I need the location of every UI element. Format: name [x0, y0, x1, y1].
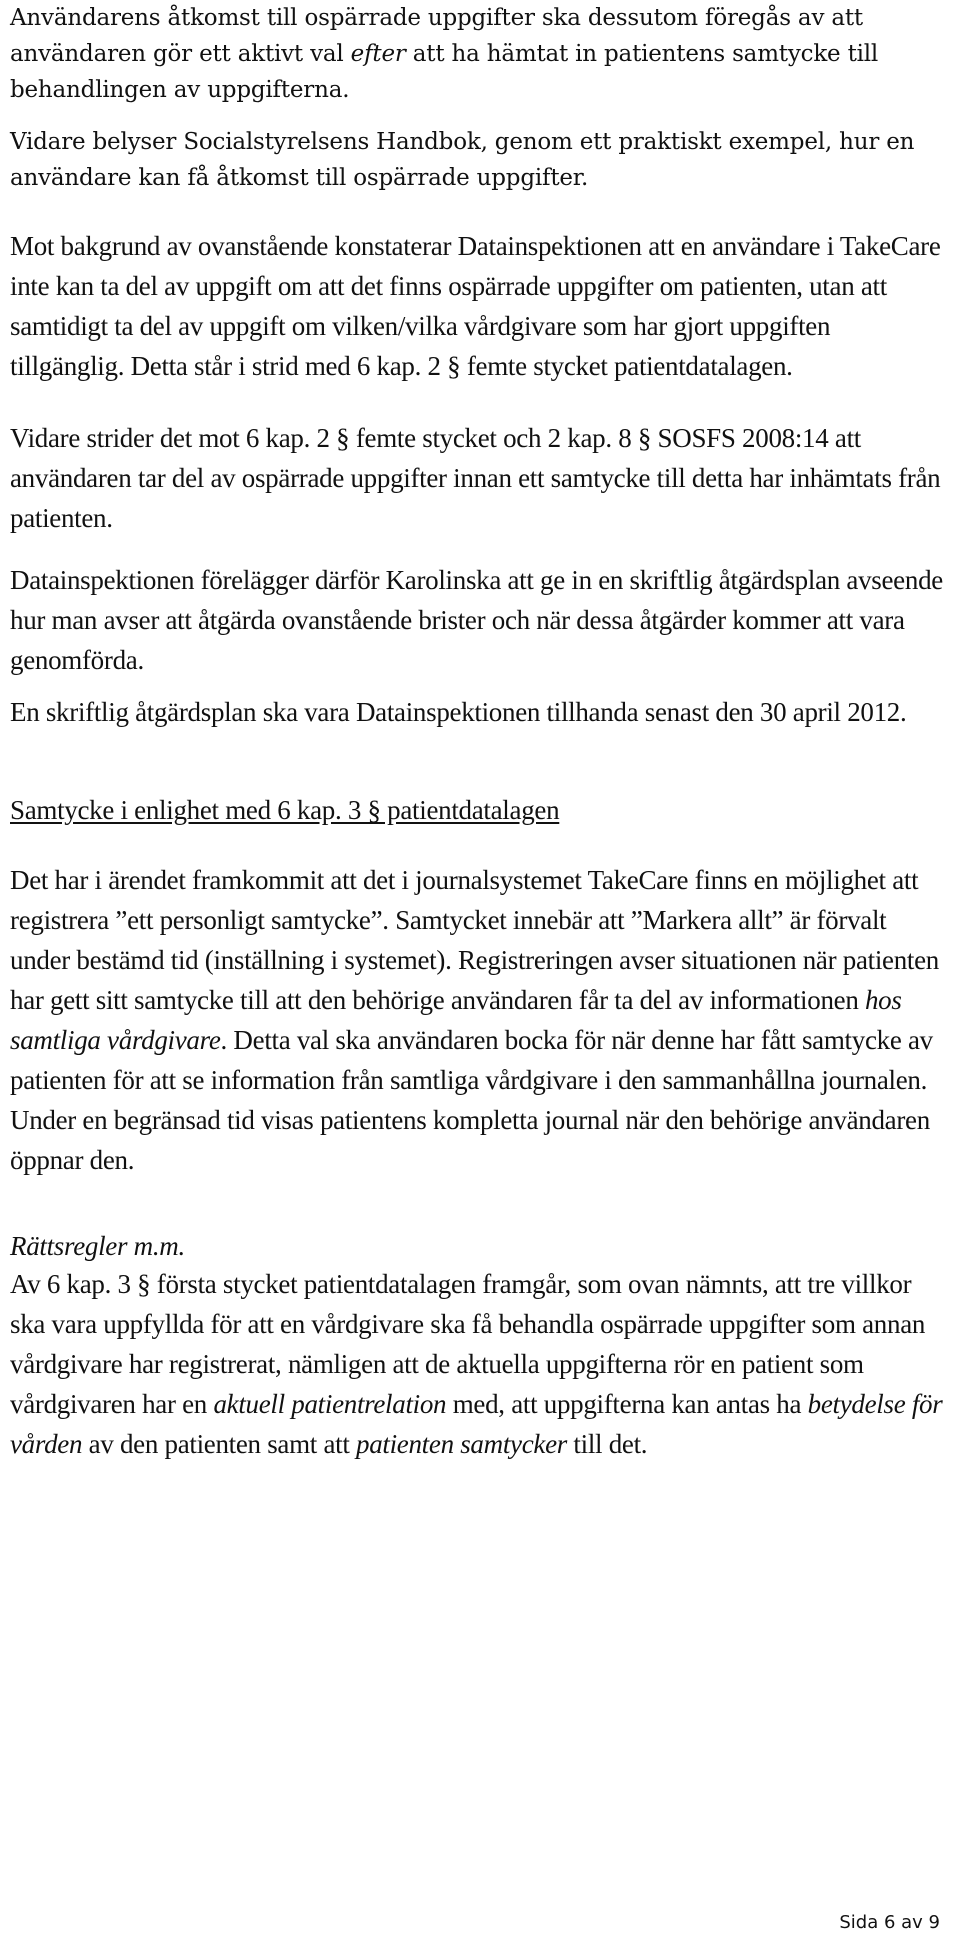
section-heading-legal-rules	[10, 1226, 950, 1266]
text: att ha hämtat in patientens samtycke till behandlingen av uppgifterna.	[10, 41, 879, 103]
text: Det har i ärendet framkommit att det i journalsystemet TakeCare finns en möjlighet att registrera ”ett personligt samtycke”. Samtycket innebär att ”Markera allt” är förvalt under bestämd tid (inställning i systemet). Registreringen avser situationen när patienten har gett sitt samtycke till att den behörige användaren får ta del av informationen	[10, 865, 940, 1015]
emphasis: betydelse för vården	[10, 1389, 943, 1459]
text: med, att uppgifterna kan antas ha	[446, 1389, 808, 1419]
paragraph-injunction: Datainspektionen förelägger därför Karolinska att ge in en skriftlig åtgärdsplan avseende hur man avser att åtgärda ovanstående brister och när dessa åtgärder kommer att vara genomförda.	[10, 565, 943, 675]
emphasis: aktuell patientrelation	[213, 1389, 447, 1419]
emphasis: patienten samtycker	[356, 1429, 567, 1459]
text: av den patienten samt att	[82, 1429, 356, 1459]
paragraph-handbook: Vidare belyser Socialstyrelsens Handbok, genom ett praktiskt exempel, hur en användare kan få åtkomst till ospärrade uppgifter.	[10, 129, 915, 191]
paragraph-legal-conditions	[10, 1264, 950, 1464]
heading-text: Rättsregler m.m.	[10, 1231, 185, 1261]
text: till det.	[566, 1429, 648, 1459]
emphasis: hos samtliga vårdgivare	[10, 985, 902, 1055]
paragraph-access-requirement	[10, 0, 950, 108]
text: Användarens åtkomst till ospärrade uppgifter ska dessutom föregås av att användaren gör ett aktivt val	[10, 5, 863, 67]
emphasis: efter	[350, 41, 406, 67]
paragraph-violation: Vidare strider det mot 6 kap. 2 § femte stycket och 2 kap. 8 § SOSFS 2008:14 att användaren tar del av ospärrade uppgifter innan ett samtycke till detta har inhämtats från patienten.	[10, 423, 941, 533]
section-heading-consent: Samtycke i enlighet med 6 kap. 3 § patientdatalagen	[10, 795, 560, 825]
paragraph-conclusion: Mot bakgrund av ovanstående konstaterar Datainspektionen att en användare i TakeCare inte kan ta del av uppgift om att det finns ospärrade uppgifter om patienten, utan att samtidigt ta del av uppgift om vilken/vilka vårdgivare som har gjort uppgiften tillgänglig. Detta står i strid med 6 kap. 2 § femte stycket patientdatalagen.	[10, 231, 941, 381]
paragraph-deadline: En skriftlig åtgärdsplan ska vara Datainspektionen tillhanda senast den 30 april 2012.	[10, 697, 907, 727]
text: Av 6 kap. 3 § första stycket patientdatalagen framgår, som ovan nämnts, att tre villkor ska vara uppfyllda för att en vårdgivare ska få behandla ospärrade uppgifter som annan vårdgivare har registrerat, nämligen att de aktuella uppgifterna rör en patient som vårdgivaren har en	[10, 1269, 926, 1419]
text: . Detta val ska användaren bocka för när denne har fått samtycke av patienten för att se information från samtliga vårdgivare i den sammanhållna journalen. Under en begränsad tid visas patientens kompletta journal när den behörige användaren öppnar den.	[10, 1025, 933, 1175]
page-number: Sida 6 av 9	[839, 1912, 940, 1933]
paragraph-consent-takecare	[10, 860, 950, 1180]
